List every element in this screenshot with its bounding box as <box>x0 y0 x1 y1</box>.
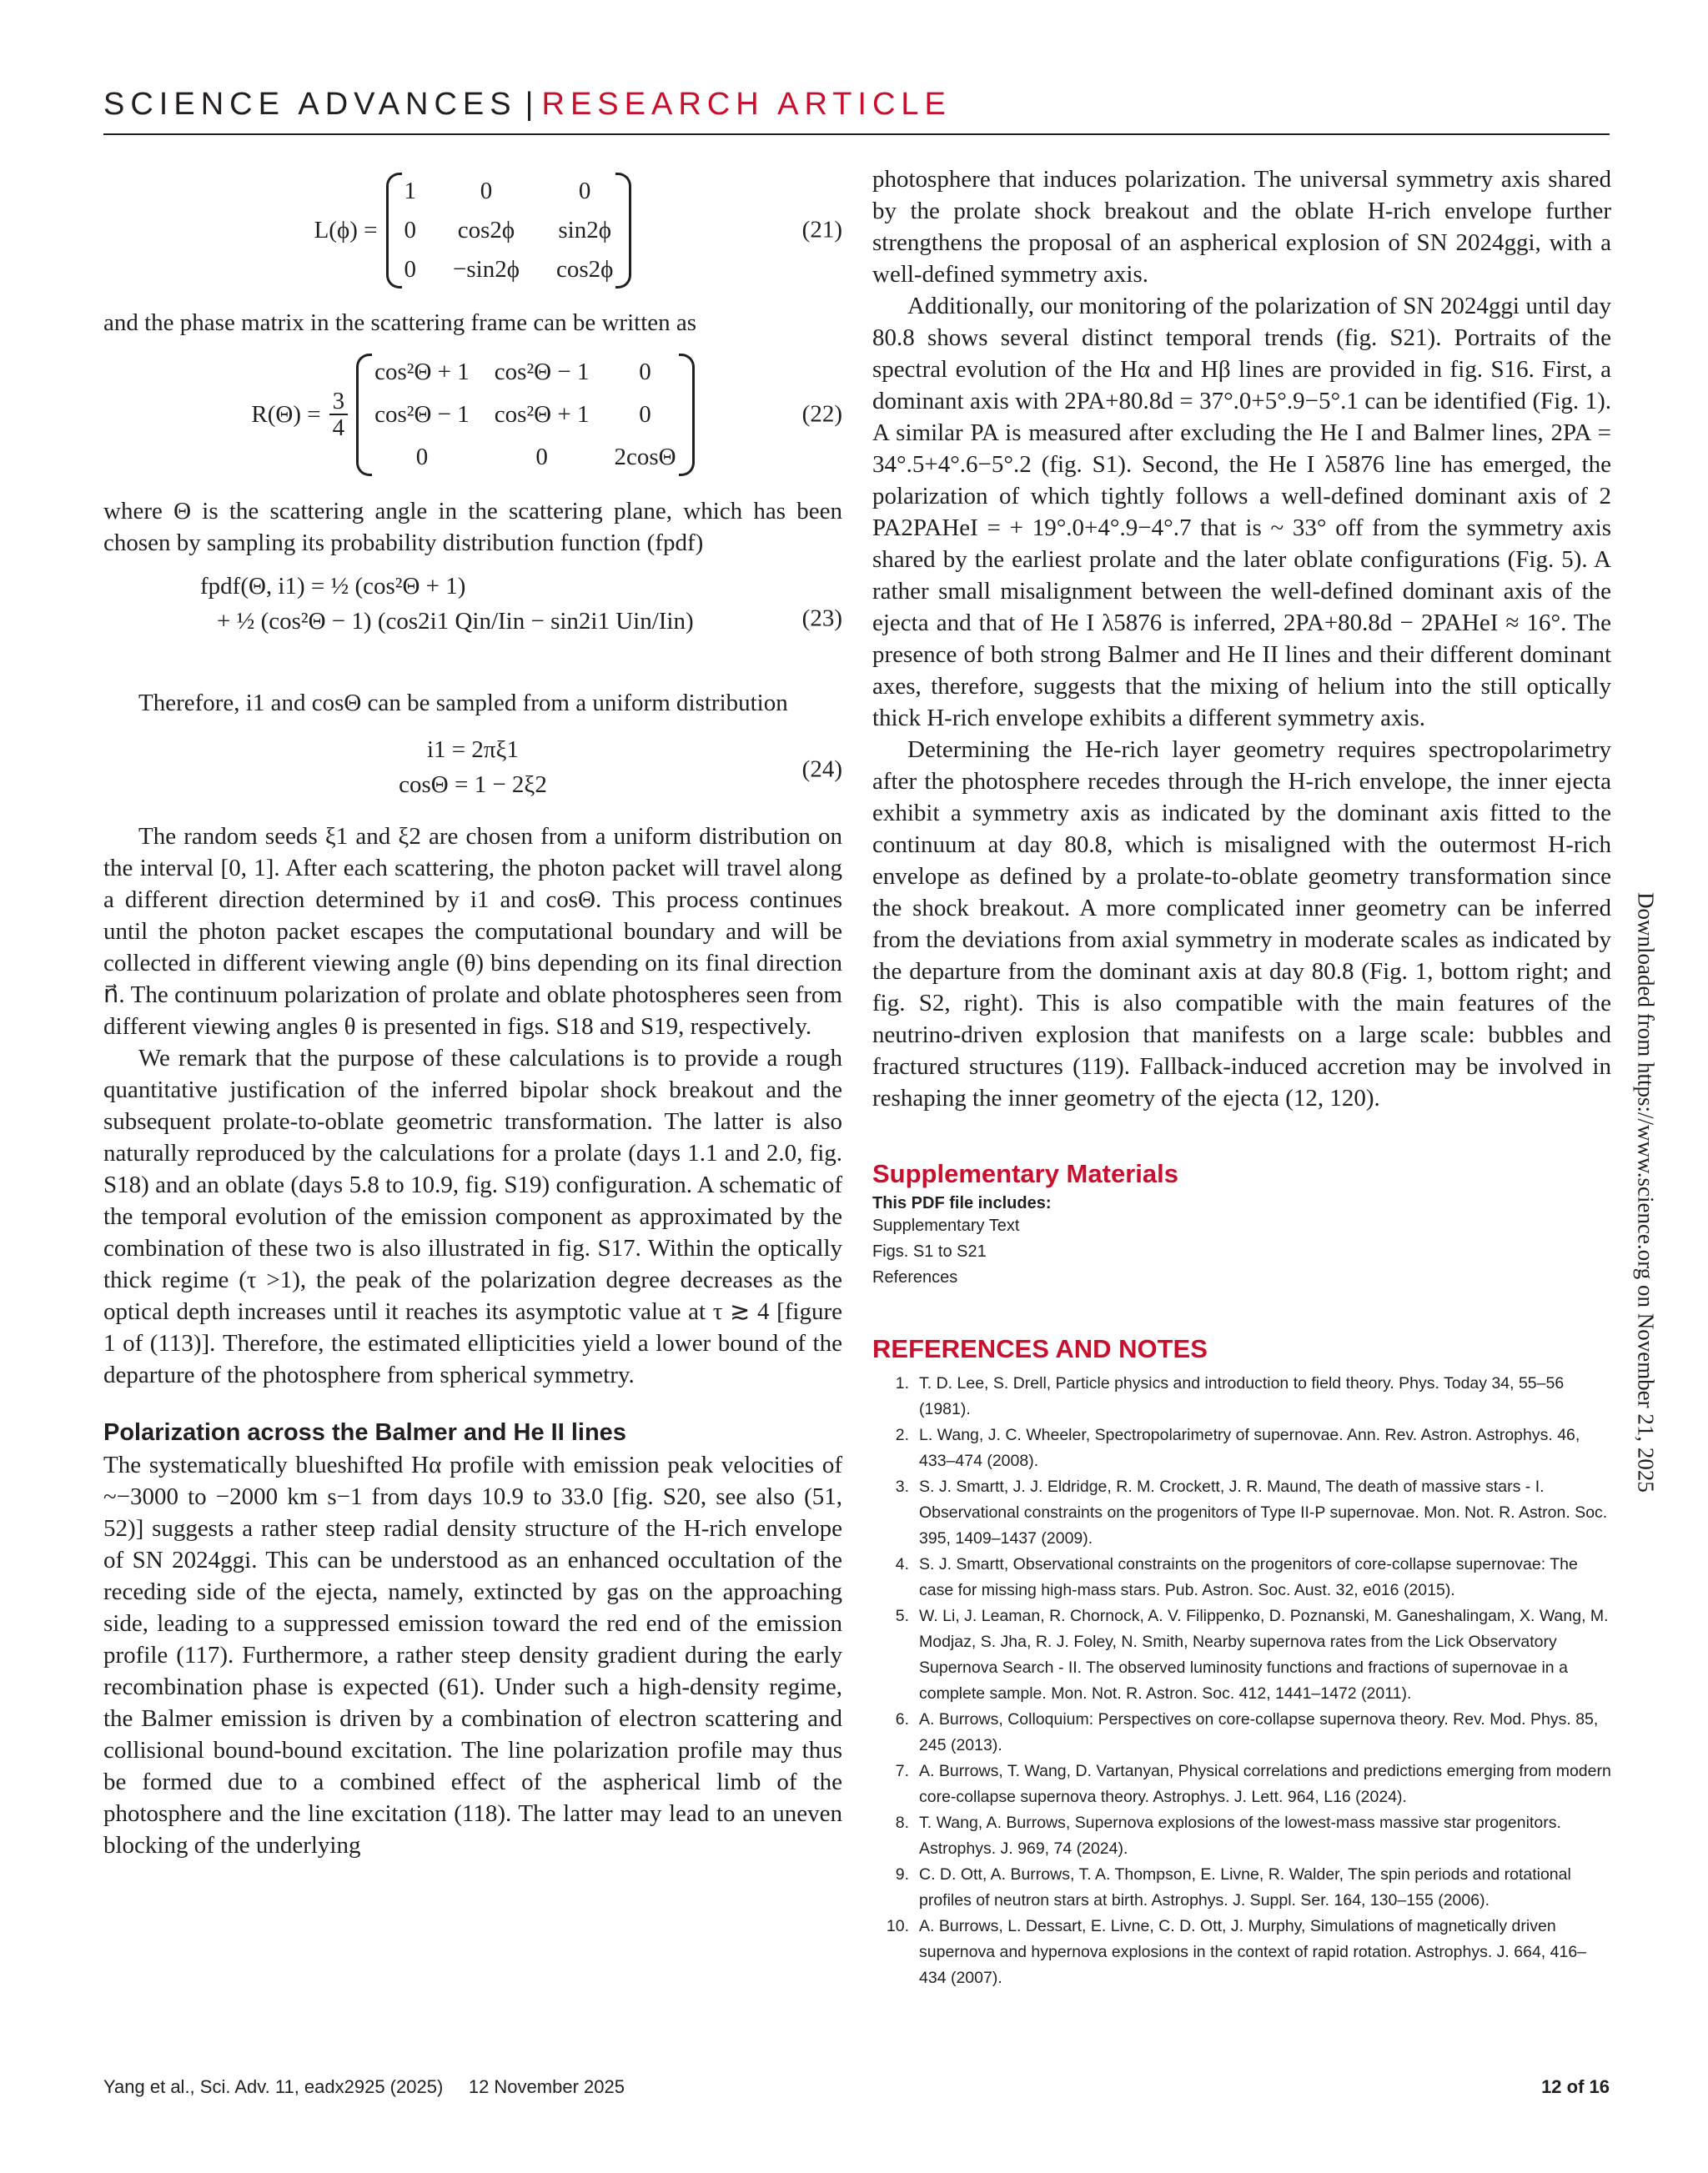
reference-item <box>872 1474 1611 1552</box>
paragraph-sampling: Therefore, i1 and cosΘ can be sampled from a uniform distribution <box>138 690 788 716</box>
matrix-cell: 0 <box>639 358 651 385</box>
download-sidenote-text: Downloaded from https://www.science.org on November 21, 2025 <box>1633 892 1659 1493</box>
equation-21 <box>103 163 842 297</box>
matrix-cell: 0 <box>404 216 416 243</box>
fraction-numerator: 3 <box>329 389 349 415</box>
reference-item <box>872 1371 1611 1423</box>
eq21-matrix <box>386 173 632 289</box>
paragraph-determining: Determining the He-rich layer geometry requires spectropolarimetry after the photosphere recedes through the H-rich envelope, the inner ejecta exhibit a symmetry axis as indicated by the dominant axis fitted to the continuum at day 80.8, which is misaligned with the outermost H-rich envelope as defined by a prolate-to-oblate geometry transformation since the shock breakout. A more complicated inner geometry can be inferred from the deviations from axial symmetry in moderate scales as indicated by the departure from the dominant axis at day 80.8 (Fig. 1, bottom right; and fig. S2, right). This is also compatible with the main features of the neutrino-driven explosion that manifests on a large scale: bubbles and fractured structures (119). Fallback-induced accretion may be involved in reshaping the inner geometry of the ejecta (12, 120). <box>872 736 1611 1112</box>
reference-number: 7. <box>895 1762 909 1780</box>
paragraph-phase-matrix: and the phase matrix in the scattering frame can be written as <box>103 309 697 336</box>
download-sidenote <box>1629 775 1662 1609</box>
matrix-cell: cos²Θ + 1 <box>494 400 590 428</box>
reference-number: 4. <box>895 1555 909 1573</box>
reference-number: 9. <box>895 1865 909 1884</box>
equation-24 <box>103 724 842 816</box>
reference-text: A. Burrows, T. Wang, D. Vartanyan, Physical correlations and predictions emerging from modern core-collapse supernova theory. Astrophys. J. Lett. 964, L16 (2024). <box>919 1762 1611 1806</box>
matrix-cell: 0 <box>415 443 429 470</box>
paragraph-blueshift: The systematically blueshifted Hα profile with emission peak velocities of ~−3000 to −2000 km s−1 from days 10.9 to 33.0 [fig. S20, see also (51, 52)] suggests a rather steep radial density structure of the H-rich envelope of SN 2024ggi. This can be understood as an enhanced occultation of the receding side of the ejecta, namely, extincted by gas on the approaching side, leading to a suppressed emission toward the red end of the emission profile (117). Furthermore, a rather steep density gradient during the early recombination phase is expected (61). Under such a high-density regime, the Balmer emission is driven by a combination of electron scattering and collisional bound-bound excitation. The line polarization profile may thus be formed due to a combined effect of the aspherical limb of the photosphere and the line excitation (118). The latter may lead to an uneven blocking of the underlying <box>103 1452 842 1859</box>
eq22-matrix <box>356 354 694 476</box>
supplementary-item: Figs. S1 to S21 <box>872 1242 987 1261</box>
reference-text: T. Wang, A. Burrows, Supernova explosions of the lowest-mass massive star progenitors. Astrophys. J. 969, 74 (2024). <box>919 1814 1561 1858</box>
matrix-cell: 0 <box>578 177 591 204</box>
reference-item <box>872 1759 1611 1810</box>
reference-number: 3. <box>895 1478 909 1496</box>
reference-text: A. Burrows, L. Dessart, E. Livne, C. D. Ott, J. Murphy, Simulations of magnetically driven supernova and hypernova explosions in the context of rapid rotation. Astrophys. J. 664, 416–434 (2007). <box>919 1917 1587 1987</box>
paragraph-additionally: Additionally, our monitoring of the polarization of SN 2024ggi until day 80.8 shows several distinct temporal trends (fig. S21). Portraits of the spectral evolution of the Hα and Hβ lines are provided in fig. S16. First, a dominant axis with 2PA+80.8d = 37°.0+5°.9−5°.1 can be identified (Fig. 1). A similar PA is measured after excluding the He I and Balmer lines, 2PA = 34°.5+4°.6−5°.2 (fig. S1). Second, the He I λ5876 line has emerged, the polarization of which tightly follows a well-defined dominant axis of 2 PA2PAHeI = + 19°.0+4°.9−4°.7 that is ~ 33° off from the symmetry axis shared by the earliest prolate and the later oblate configurations (Fig. 5). A rather small misalignment between the well-defined dominant axis of the ejecta and that of He I λ5876 is inferred, 2PA+80.8d − 2PAHeI ≈ 16°. The presence of both strong Balmer and He II lines and their different dominant axes, therefore, suggests that the mixing of helium into the still optically thick H-rich envelope exhibits a different symmetry axis. <box>872 293 1611 731</box>
equation-number: (22) <box>801 400 842 428</box>
matrix-cell: 0 <box>404 255 416 283</box>
journal-banner <box>103 87 952 123</box>
matrix-cell: cos2ϕ <box>457 216 515 243</box>
reference-item <box>872 1603 1611 1707</box>
matrix-cell: cos2ϕ <box>555 255 614 283</box>
page-number: 12 of 16 <box>1541 2076 1610 2097</box>
section-heading: Polarization across the Balmer and He II lines <box>103 1419 626 1446</box>
reference-item <box>872 1707 1611 1759</box>
reference-number: 5. <box>895 1607 909 1625</box>
matrix-cell: 1 <box>404 177 416 204</box>
equation-number: (23) <box>801 605 842 632</box>
eq22-lhs: R(Θ) = <box>251 400 321 428</box>
reference-number: 6. <box>895 1710 909 1729</box>
reference-text: W. Li, J. Leaman, R. Chornock, A. V. Filippenko, D. Poznanski, M. Ganeshalingam, X. Wang, M. Modjaz, S. Jha, R. J. Foley, N. Smith, Nearby supernova rates from the Lick Observatory Supernova Search - II. The observed luminosity functions and fractions of supernovae in a complete sample. Mon. Not. R. Astron. Soc. 412, 1441–1472 (2011). <box>919 1607 1609 1703</box>
reference-item <box>872 1862 1611 1914</box>
reference-text: A. Burrows, Colloquium: Perspectives on core-collapse supernova theory. Rev. Mod. Phys. 85, 245 (2013). <box>919 1710 1599 1754</box>
reference-item <box>872 1914 1611 1991</box>
references-list <box>872 1371 1611 1991</box>
reference-number: 1. <box>895 1374 909 1393</box>
matrix-cell: cos²Θ − 1 <box>494 358 590 385</box>
eq24-line2: cosΘ = 1 − 2ξ2 <box>399 771 547 798</box>
footer-citation: Yang et al., Sci. Adv. 11, eadx2925 (2025) 12 November 2025 <box>103 2076 625 2097</box>
reference-number: 2. <box>895 1426 909 1444</box>
reference-text: S. J. Smartt, J. J. Eldridge, R. M. Crockett, J. R. Maund, The death of massive stars - I. Observational constraints on the progenitors of Type II-P supernovae. Mon. Not. R. Astron. Soc. 395, 1409–1437 (2009). <box>919 1478 1608 1548</box>
page-header <box>103 80 1610 135</box>
reference-number: 10. <box>886 1917 909 1935</box>
eq23-line2: + ½ (cos²Θ − 1) (cos2i1 Qin/Iin − sin2i1 Uin/Iin) <box>217 608 694 635</box>
eq23-line1: fpdf(Θ, i1) = ½ (cos²Θ + 1) <box>200 573 466 600</box>
right-column <box>872 163 1611 1991</box>
left-column <box>103 163 842 1861</box>
reference-text: C. D. Ott, A. Burrows, T. A. Thompson, E. Livne, R. Walder, The spin periods and rotational profiles of neutron stars at birth. Astrophys. J. Suppl. Ser. 164, 130–155 (2006). <box>919 1865 1571 1910</box>
matrix-cell: 0 <box>639 400 651 428</box>
supplementary-item: Supplementary Text <box>872 1217 1020 1235</box>
header-separator: | <box>525 87 534 122</box>
equation-23 <box>103 569 842 669</box>
references-title: REFERENCES AND NOTES <box>872 1334 1208 1363</box>
equation-22 <box>103 344 842 485</box>
matrix-cell: cos²Θ − 1 <box>374 400 470 428</box>
matrix-cell: 2cosΘ <box>614 443 676 470</box>
supplementary-subtitle: This PDF file includes: <box>872 1194 1052 1212</box>
paragraph-scattering-angle: where Θ is the scattering angle in the scattering plane, which has been chosen by sampling its probability distribution function (fpdf) <box>103 498 842 556</box>
paragraph-random-seeds: The random seeds ξ1 and ξ2 are chosen from a uniform distribution on the interval [0, 1]. After each scattering, the photon packet will travel along a different direction determined by i1 and cosΘ. This process continues until the photon packet escapes the computational boundary and will be collected in different viewing angle (θ) bins depending on its final direction n⃗. The continuum polarization of prolate and oblate photospheres seen from different viewing angles θ is presented in figs. S18 and S19, respectively. <box>103 823 842 1040</box>
supplementary-materials <box>872 1159 1611 1291</box>
paragraph-continuation: photosphere that induces polarization. The universal symmetry axis shared by the prolate shock breakout and the oblate H-rich envelope further strengthens the proposal of an aspherical explosion of SN 2024ggi, with a well-defined symmetry axis. <box>872 166 1611 288</box>
paragraph-remark: We remark that the purpose of these calculations is to provide a rough quantitative justification of the inferred bipolar shock breakout and the subsequent prolate-to-oblate geometric transformation. The latter is also naturally reproduced by the calculations for a prolate (days 1.1 and 2.0, fig. S18) and an oblate (days 5.8 to 10.9, fig. S19) configuration. A schematic of the temporal evolution of the emission component as approximated by the combination of these two is also illustrated in fig. S17. Within the optically thick regime (τ >1), the peak of the polarization degree decreases as the optical depth increases until it reaches its asymptotic value at τ ≳ 4 [figure 1 of (113)]. Therefore, the estimated ellipticities yield a lower bound of the departure of the photosphere from spherical symmetry. <box>103 1045 842 1388</box>
reference-item <box>872 1552 1611 1603</box>
reference-text: T. D. Lee, S. Drell, Particle physics and introduction to field theory. Phys. Today 34, 55–56 (1981). <box>919 1374 1565 1418</box>
equation-number: (21) <box>801 216 842 243</box>
reference-text: S. J. Smartt, Observational constraints on the progenitors of core-collapse supernovae: The case for missing high-mass stars. Pub. Astron. Soc. Aust. 32, e016 (2015). <box>919 1555 1578 1599</box>
fraction-denominator: 4 <box>332 414 345 441</box>
supplementary-title: Supplementary Materials <box>872 1159 1178 1188</box>
matrix-cell: 0 <box>480 177 493 204</box>
journal-name: SCIENCE ADVANCES <box>103 87 517 122</box>
matrix-cell: cos²Θ + 1 <box>374 358 470 385</box>
reference-number: 8. <box>895 1814 909 1832</box>
matrix-cell: −sin2ϕ <box>453 255 520 283</box>
eq21-lhs: L(ϕ) = <box>314 216 378 243</box>
reference-item <box>872 1423 1611 1474</box>
equation-number: (24) <box>801 755 842 783</box>
reference-item <box>872 1810 1611 1862</box>
matrix-cell: sin2ϕ <box>558 216 611 243</box>
supplementary-item: References <box>872 1268 958 1287</box>
reference-text: L. Wang, J. C. Wheeler, Spectropolarimetry of supernovae. Ann. Rev. Astron. Astrophys. 46, 433–474 (2008). <box>919 1426 1580 1470</box>
references-section <box>872 1334 1611 1991</box>
eq24-line1: i1 = 2πξ1 <box>427 736 519 763</box>
eq22-fraction <box>329 389 349 440</box>
article-type: RESEARCH ARTICLE <box>541 87 952 122</box>
matrix-cell: 0 <box>535 443 548 470</box>
